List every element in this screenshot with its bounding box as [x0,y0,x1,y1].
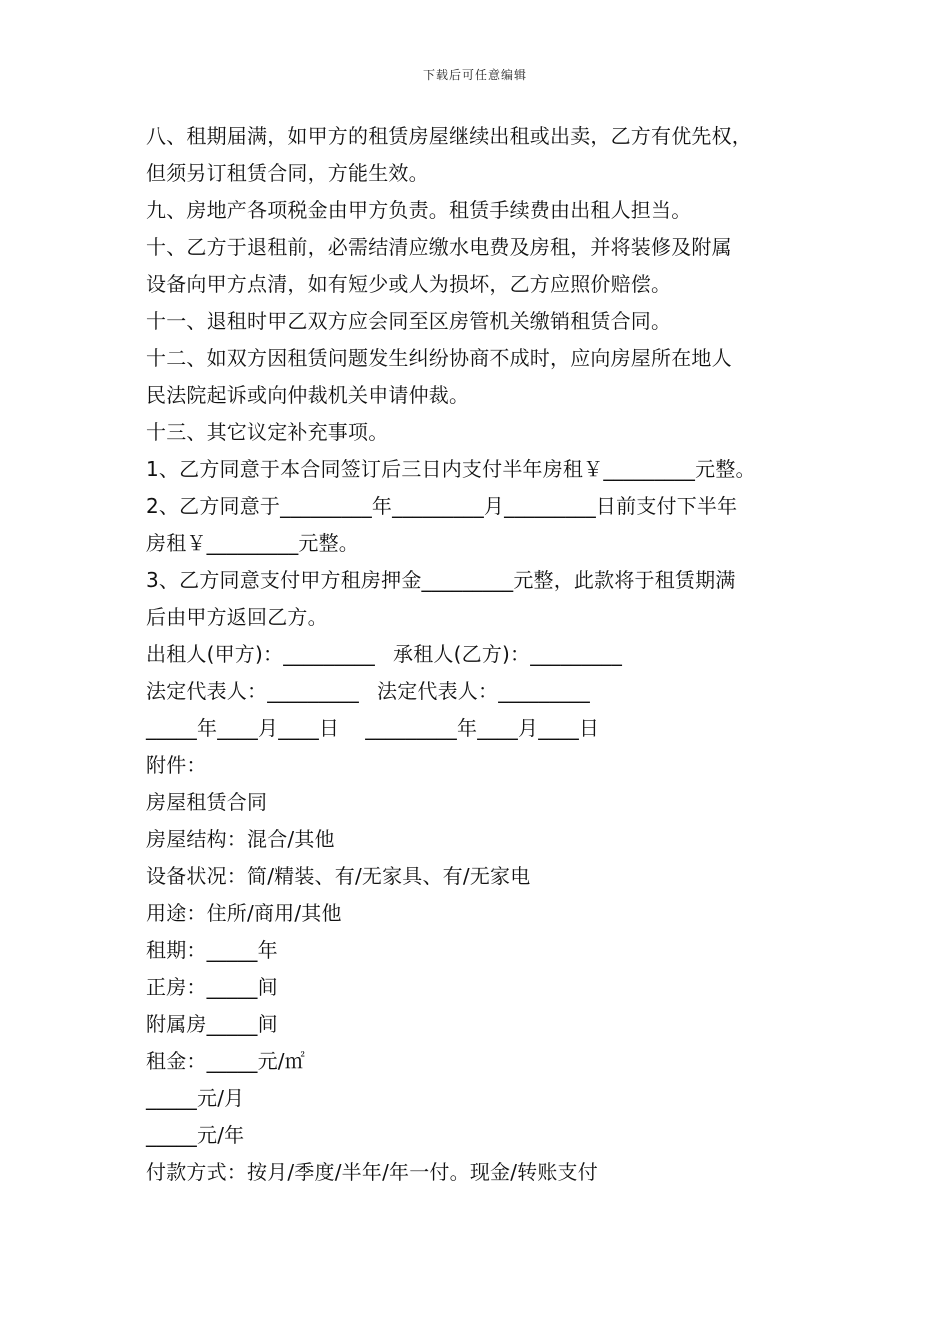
clause-line: 但须另订租赁合同，方能生效。 [146,161,429,185]
lessee-signature: 承租人(乙方)：_________ [393,642,623,666]
attachment-line: _____元/年 [146,1123,245,1147]
attachment-line: 设备状况：简/精装、有/无家具、有/无家电 [146,864,531,888]
clause-line: 八、租期届满，如甲方的租赁房屋继续出租或出卖，乙方有优先权， [146,124,752,148]
clause-line: 设备向甲方点清，如有短少或人为损坏，乙方应照价赔偿。 [146,272,672,296]
clause-line: 3、乙方同意支付甲方租房押金_________元整，此款将于租赁期满 [146,568,736,592]
clause-line: 十三、其它议定补充事项。 [146,420,389,444]
attachment-line: 租金：_____元/㎡ [146,1049,305,1073]
attachment-line: 正房：_____间 [146,975,278,999]
clause-line: 十一、退租时甲乙双方应会同至区房管机关缴销租赁合同。 [146,309,672,333]
lessee-representative: 法定代表人：_________ [377,679,590,703]
clause-line: 2、乙方同意于_________年_________月_________日前支付下半年 [146,494,738,518]
contract-body [146,118,836,1191]
clause-line: 九、房地产各项税金由甲方负责。租赁手续费由出租人担当。 [146,198,692,222]
attachment-line: 付款方式：按月/季度/半年/年一付。现金/转账支付 [146,1160,598,1184]
attachment-line: 用途：住所/商用/其他 [146,901,342,925]
attachment-line: 附属房_____间 [146,1012,278,1036]
clause-line: 房租￥_________元整。 [146,531,359,555]
clause-line: 十、乙方于退租前，必需结清应缴水电费及房租，并将装修及附属 [146,235,732,259]
clause-line: 十二、如双方因租赁问题发生纠纷协商不成时，应向房屋所在地人 [146,346,732,370]
header-note: 下载后可任意编辑 [422,68,527,82]
lessor-representative: 法定代表人：_________ [146,679,359,703]
clause-line: 1、乙方同意于本合同签订后三日内支付半年房租￥_________元整。 [146,457,756,481]
lessee-date: _________年____月____日 [365,716,600,740]
signature-dates-row [146,710,836,747]
attachment-line: 房屋租赁合同 [146,790,268,814]
signature-parties-row [146,636,836,673]
clause-line: 民法院起诉或向仲裁机关申请仲裁。 [146,383,470,407]
attachment-line: _____元/月 [146,1086,245,1110]
lessor-signature: 出租人(甲方)：_________ [146,642,376,666]
attachment-line: 房屋结构：混合/其他 [146,827,335,851]
attachment-line: 租期：_____年 [146,938,278,962]
signature-representatives-row [146,673,836,710]
lessor-date: _____年____月____日 [146,716,340,740]
clause-line: 后由甲方返回乙方。 [146,605,328,629]
attachment-line: 附件： [146,753,207,777]
